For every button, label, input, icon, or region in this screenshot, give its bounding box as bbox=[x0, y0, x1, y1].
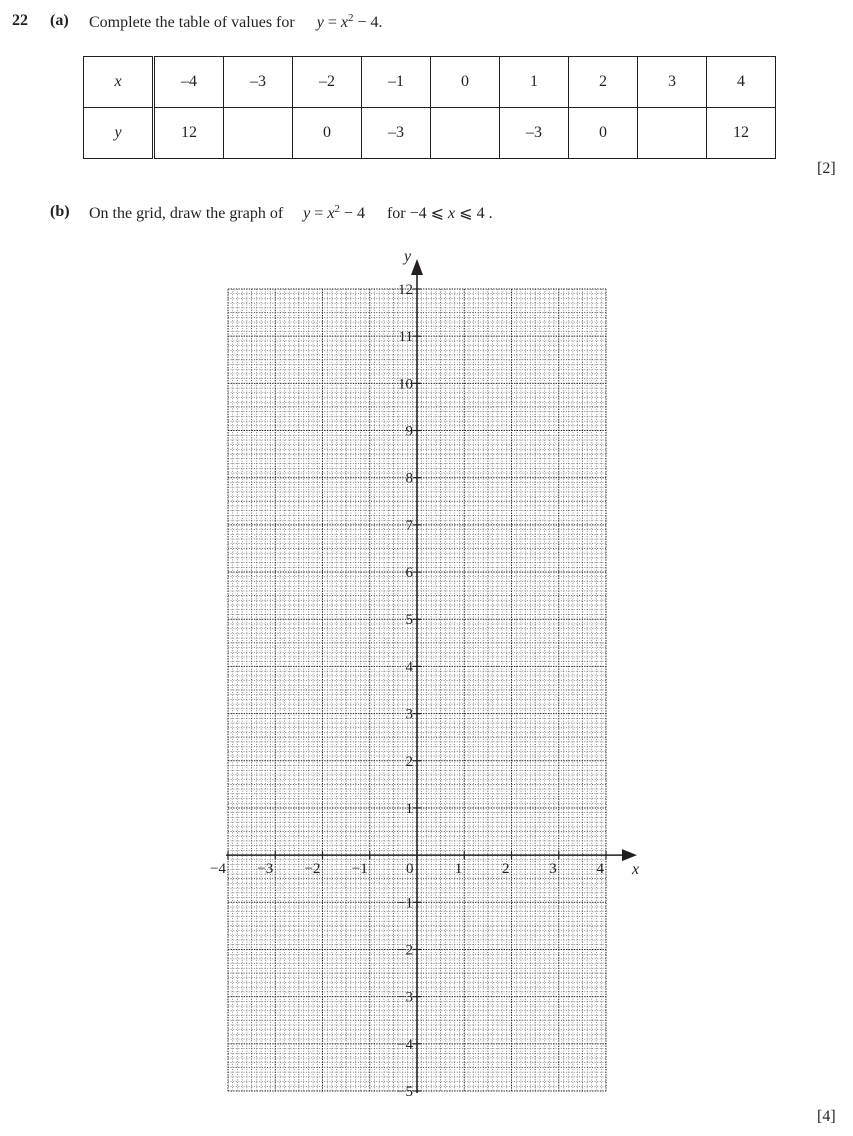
table-cell-x: –4 bbox=[154, 57, 224, 108]
y-tick-label: 4 bbox=[405, 659, 413, 676]
part-b-label: (b) bbox=[50, 203, 70, 220]
part-a-eq-rest: − 4. bbox=[353, 14, 383, 31]
y-tick-label: −3 bbox=[397, 989, 413, 1006]
y-tick-label: −1 bbox=[397, 895, 413, 912]
x-tick-label: 1 bbox=[454, 861, 463, 878]
part-a-text: Complete the table of values for bbox=[89, 14, 295, 31]
y-tick-label: 10 bbox=[398, 376, 413, 393]
x-tick-label: 2 bbox=[502, 861, 510, 878]
table-cell-x: –3 bbox=[224, 57, 293, 108]
y-tick-label: −5 bbox=[397, 1084, 413, 1100]
table-header-y: y bbox=[84, 108, 154, 159]
table-cell-x: 2 bbox=[569, 57, 638, 108]
part-b-eq-lhs: y bbox=[303, 205, 311, 222]
table-cell-y: –3 bbox=[362, 108, 431, 159]
table-cell-x: 3 bbox=[638, 57, 707, 108]
table-cell-x: 0 bbox=[431, 57, 500, 108]
y-tick-label: 12 bbox=[398, 282, 413, 298]
y-tick-label: 8 bbox=[405, 470, 413, 487]
y-axis-arrow bbox=[411, 259, 423, 275]
part-b-range-text: for −4 ⩽ bbox=[386, 205, 449, 222]
table-cell-y: 12 bbox=[154, 108, 224, 159]
y-tick-label: 3 bbox=[405, 706, 413, 723]
table-cell-x: –1 bbox=[362, 57, 431, 108]
x-axis-label: x bbox=[632, 861, 640, 879]
y-tick-label: 9 bbox=[405, 423, 413, 440]
x-axis-arrow bbox=[622, 849, 637, 861]
part-b-marks: [4] bbox=[817, 1108, 836, 1125]
y-tick-label: 2 bbox=[405, 753, 413, 770]
part-a-eq-x: x bbox=[340, 14, 348, 31]
table-cell-y: 0 bbox=[569, 108, 638, 159]
part-b-range-end: ⩽ 4 . bbox=[455, 205, 493, 222]
y-tick-label: 7 bbox=[405, 517, 413, 534]
x-tick-label: 0 bbox=[406, 861, 414, 878]
axis-tick-labels bbox=[210, 248, 639, 1100]
x-tick-label: −4 bbox=[210, 861, 226, 878]
part-b-range-var: x bbox=[448, 205, 456, 222]
part-b-eq-eq: = bbox=[310, 205, 328, 222]
y-tick-label: 5 bbox=[405, 612, 413, 629]
y-tick-label: 1 bbox=[405, 800, 413, 817]
x-tick-label: −2 bbox=[304, 861, 321, 878]
table-cell-x: –2 bbox=[293, 57, 362, 108]
part-a-eq-power: 2 bbox=[347, 12, 354, 24]
part-b-eq-x: x bbox=[327, 205, 335, 222]
part-b-eq-power: 2 bbox=[334, 203, 340, 215]
y-tick-label: −4 bbox=[397, 1036, 413, 1053]
part-b-text: On the grid, draw the graph of bbox=[89, 205, 284, 222]
y-axis-label: y bbox=[404, 248, 412, 265]
part-a-label: (a) bbox=[50, 12, 69, 29]
y-tick-label: 11 bbox=[398, 329, 413, 346]
table-header-x: x bbox=[84, 57, 154, 108]
x-tick-label: −3 bbox=[257, 861, 274, 878]
table-cell-x: 4 bbox=[707, 57, 776, 108]
question-number: 22 bbox=[12, 12, 28, 29]
y-tick-label: −2 bbox=[397, 942, 413, 959]
x-tick-label: 4 bbox=[596, 861, 604, 878]
part-a-marks: [2] bbox=[817, 160, 836, 177]
table-cell-x: 1 bbox=[500, 57, 569, 108]
part-a-eq-lhs: y bbox=[316, 14, 324, 31]
part-b-eq-rest: − 4 bbox=[339, 205, 365, 222]
table-cell-y: 0 bbox=[293, 108, 362, 159]
table-cell-y: 12 bbox=[707, 108, 776, 159]
x-tick-label: −1 bbox=[351, 861, 368, 878]
y-tick-label: 6 bbox=[405, 565, 413, 582]
x-tick-label: 3 bbox=[549, 861, 557, 878]
part-a-eq-eq: = bbox=[323, 14, 341, 31]
table-cell-y: –3 bbox=[500, 108, 569, 159]
